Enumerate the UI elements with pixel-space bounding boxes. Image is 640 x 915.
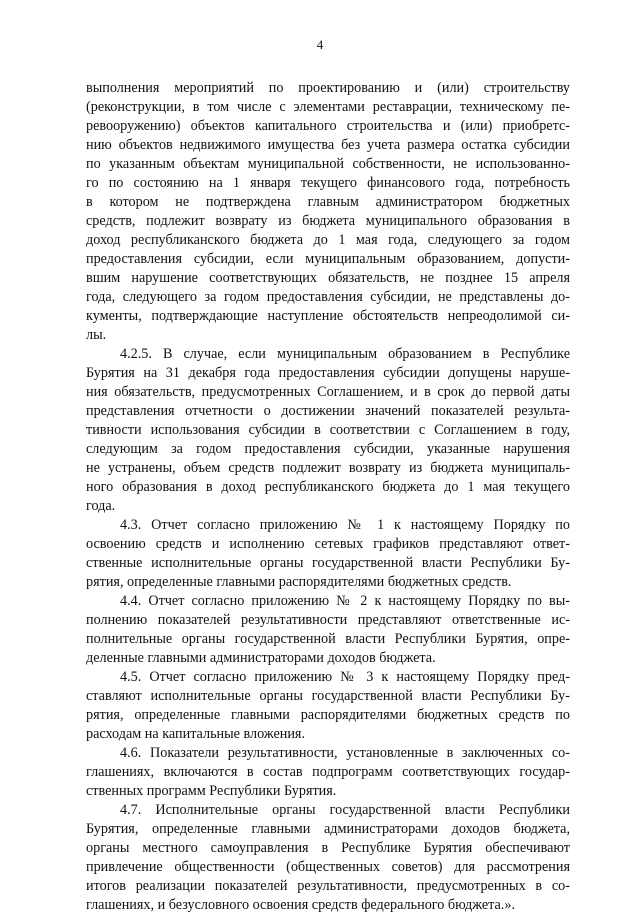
paragraph-p-4-7 bbox=[86, 801, 570, 915]
document-body bbox=[86, 79, 570, 915]
text-line: рятия, определенные главными распорядителями бюджетных средств. bbox=[86, 574, 512, 590]
text-line: следующим за годом предоставления субсидии, указанные нарушения bbox=[86, 441, 570, 457]
text-line: ного образования в доход республиканского бюджета до 1 мая текущего bbox=[86, 479, 570, 495]
text-line: ставляют исполнительные органы государственной власти Республики Бу- bbox=[86, 688, 570, 704]
text-line: выполнения мероприятий по проектированию и (или) строительству bbox=[86, 80, 570, 96]
paragraph-p-continuation bbox=[86, 79, 570, 345]
text-line: 4.3. Отчет согласно приложению № 1 к настоящему Порядку по bbox=[120, 517, 570, 533]
text-line: освоению средств и исполнению сетевых графиков представляют ответ- bbox=[86, 536, 570, 552]
text-line: кументы, подтверждающие наступление обстоятельств непреодолимой си- bbox=[86, 308, 570, 324]
text-line: лы. bbox=[86, 327, 107, 343]
text-line: Бурятия на 31 декабря года предоставления субсидии допущены наруше- bbox=[86, 365, 570, 381]
text-line: года, следующего за годом предоставления субсидии, не представлены до- bbox=[86, 289, 570, 305]
text-line: полнению показателей результативности представляют ответственные ис- bbox=[86, 612, 570, 628]
paragraph-p-4-3 bbox=[86, 516, 570, 592]
text-line: доход республиканского бюджета до 1 мая года, следующего за годом bbox=[86, 232, 570, 248]
text-line: предоставления субсидии, если муниципальным образованием, допусти- bbox=[86, 251, 570, 267]
paragraph-p-4-4 bbox=[86, 592, 570, 668]
text-line: ственные исполнительные органы государственной власти Республики Бу- bbox=[86, 555, 570, 571]
text-line: Бурятия, определенные главными администраторами доходов бюджета, bbox=[86, 821, 570, 837]
text-line: итогов реализации показателей результативности, предусмотренных в со- bbox=[86, 878, 570, 894]
text-line: ревооружению) объектов капитального строительства и (или) приобретс- bbox=[86, 118, 570, 134]
text-line: деленные главными администраторами доходов бюджета. bbox=[86, 650, 436, 666]
paragraph-p-4-6 bbox=[86, 744, 570, 801]
text-line: нию объектов недвижимого имущества без учета размера остатка субсидии bbox=[86, 137, 570, 153]
text-line: по указанным объектам муниципальной собственности, не использованно- bbox=[86, 156, 570, 172]
text-line: не устранены, объем средств подлежит возврату из бюджета муниципаль- bbox=[86, 460, 570, 476]
paragraph-p-4-5 bbox=[86, 668, 570, 744]
text-line: органы местного самоуправления в Республике Бурятия обеспечивают bbox=[86, 840, 570, 856]
text-line: привлечение общественности (общественных советов) для рассмотрения bbox=[86, 859, 570, 875]
page-number: 4 bbox=[316, 37, 324, 52]
text-line: 4.6. Показатели результативности, установленные в заключенных со- bbox=[120, 745, 570, 761]
text-line: вшим нарушение соответствующих обязательств, не позднее 15 апреля bbox=[86, 270, 570, 286]
text-line: года. bbox=[86, 498, 116, 514]
text-line: 4.2.5. В случае, если муниципальным образованием в Республике bbox=[120, 346, 570, 362]
paragraph-p-4-2-5 bbox=[86, 345, 570, 516]
text-line: глашениях, включаются в состав подпрограмм соответствующих государ- bbox=[86, 764, 570, 780]
text-line: го по состоянию на 1 января текущего финансового года, потребность bbox=[86, 175, 570, 191]
text-line: рятия, определенные главными распорядителями бюджетных средств по bbox=[86, 707, 570, 723]
text-line: глашениях, и безусловного освоения средств федерального бюджета.». bbox=[86, 897, 515, 913]
text-line: (реконструкции, в том числе с элементами реставрации, техническому пе- bbox=[86, 99, 570, 115]
text-line: средств, подлежит возврату из бюджета муниципального образования в bbox=[86, 213, 570, 229]
text-line: 4.7. Исполнительные органы государственной власти Республики bbox=[120, 802, 570, 818]
text-line: 4.5. Отчет согласно приложению № 3 к настоящему Порядку пред- bbox=[120, 669, 570, 685]
text-line: ния обязательств, предусмотренных Соглашением, и в срок до первой даты bbox=[86, 384, 570, 400]
text-line: ственных программ Республики Бурятия. bbox=[86, 783, 337, 799]
text-line: в котором не подтверждена главным администратором бюджетных bbox=[86, 194, 570, 210]
text-line: тивности использования субсидии в соответствии с Соглашением в году, bbox=[86, 422, 570, 438]
text-line: 4.4. Отчет согласно приложению № 2 к настоящему Порядку по вы- bbox=[120, 593, 570, 609]
text-line: расходам на капитальные вложения. bbox=[86, 726, 306, 742]
text-line: полнительные органы государственной власти Республики Бурятия, опре- bbox=[86, 631, 570, 647]
text-line: представления отчетности о достижении значений показателей результа- bbox=[86, 403, 570, 419]
